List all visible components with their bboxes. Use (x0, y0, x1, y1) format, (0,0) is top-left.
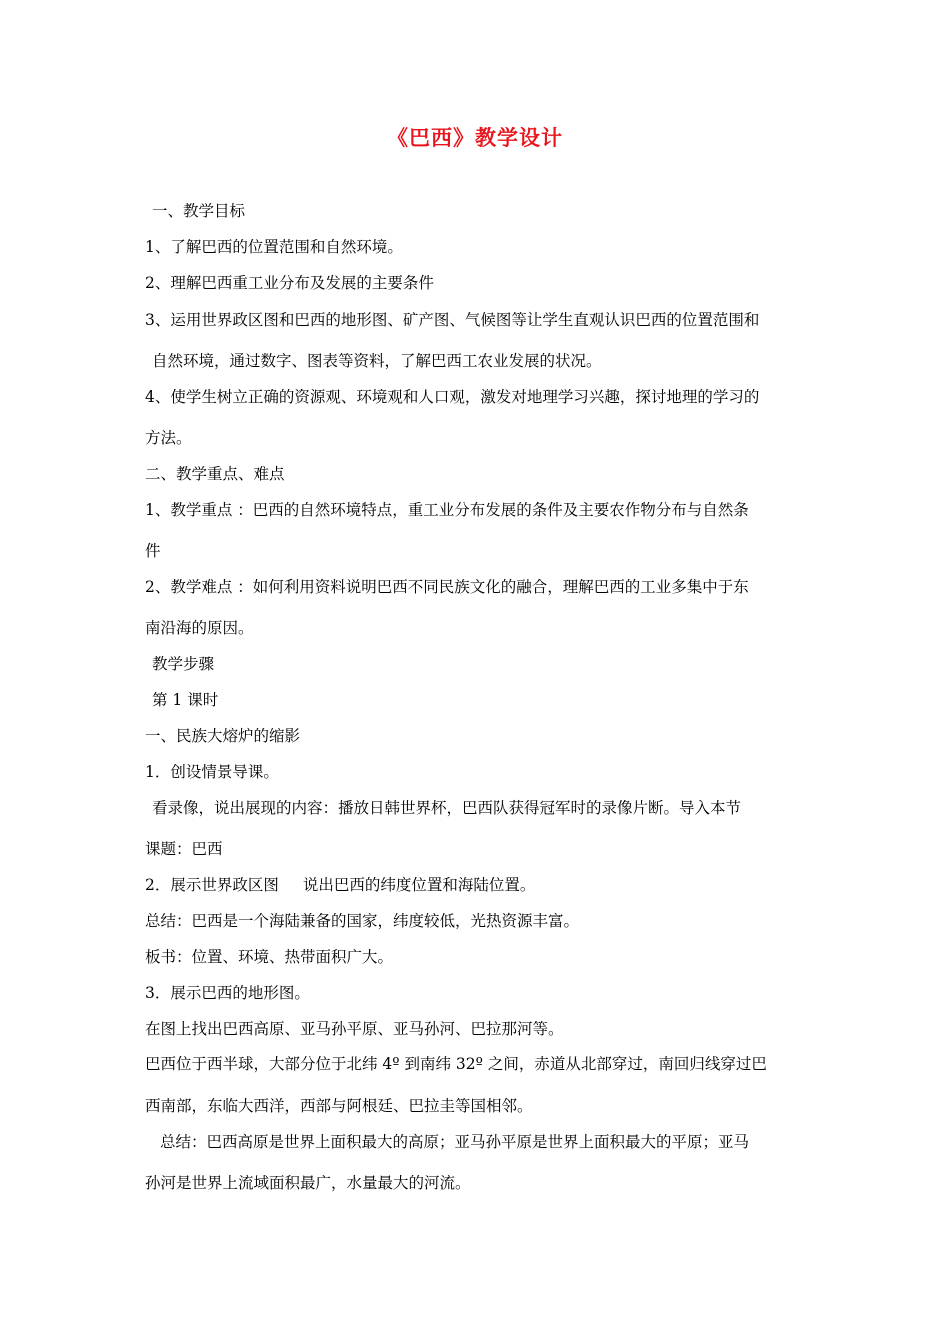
text-line: 1．创设情景导课。 (145, 763, 279, 781)
text-line: 自然环境，通过数字、图表等资料，了解巴西工农业发展的状况。 (152, 352, 602, 370)
text-line: 教学步骤 (152, 655, 215, 673)
text-line: 方法。 (145, 429, 192, 447)
text-line: 件 (145, 542, 161, 560)
text-line: 二、教学重点、难点 (145, 465, 285, 483)
text-line: 一、民族大熔炉的缩影 (145, 727, 301, 745)
text-line: 在图上找出巴西高原、亚马孙平原、亚马孙河、巴拉那河等。 (145, 1020, 564, 1038)
text-line: 第 1 课时 (152, 691, 219, 709)
text-line: 总结：巴西是一个海陆兼备的国家，纬度较低，光热资源丰富。 (145, 912, 580, 930)
text-line: 课题：巴西 (145, 840, 223, 858)
text-line: 巴西位于西半球，大部分位于北纬 4º 到南纬 32º 之间，赤道从北部穿过，南回归线穿过巴 (145, 1055, 767, 1073)
document-title: 《巴西》教学设计 (387, 126, 563, 150)
text-line: 1、教学重点 ：巴西的自然环境特点，重工业分布发展的条件及主要农作物分布与自然条 (145, 501, 749, 519)
text-line: 1、了解巴西的位置范围和自然环境。 (145, 238, 403, 256)
text-line: 看录像，说出展现的内容：播放日韩世界杯，巴西队获得冠军时的录像片断。导入本节 (152, 799, 742, 817)
text-line: 总结：巴西高原是世界上面积最大的高原；亚马孙平原是世界上面积最大的平原；亚马 (160, 1133, 750, 1151)
text-line: 3．展示巴西的地形图。 (145, 984, 310, 1002)
text-line: 孙河是世界上流域面积最广，水量最大的河流。 (145, 1174, 471, 1192)
text-segment: 2．展示世界政区图 (145, 876, 279, 894)
text-line: 南沿海的原因。 (145, 619, 254, 637)
text-line: 2、教学难点 ：如何利用资料说明巴西不同民族文化的融合，理解巴西的工业多集中于东 (145, 578, 749, 596)
text-line: 4、使学生树立正确的资源观、环境观和人口观，激发对地理学习兴趣，探讨地理的学习的 (145, 388, 760, 406)
text-line: 3、运用世界政区图和巴西的地形图、矿产图、气候图等让学生直观认识巴西的位置范围和 (145, 311, 760, 329)
text-line: 2、理解巴西重工业分布及发展的主要条件 (145, 274, 434, 292)
text-line: 西南部，东临大西洋，西部与阿根廷、巴拉圭等国相邻。 (145, 1097, 533, 1115)
text-line: 板书：位置、环境、热带面积广大。 (145, 948, 394, 966)
text-line (145, 875, 535, 895)
text-line: 一、教学目标 (152, 202, 246, 220)
text-segment: 说出巴西的纬度位置和海陆位置。 (302, 876, 536, 894)
